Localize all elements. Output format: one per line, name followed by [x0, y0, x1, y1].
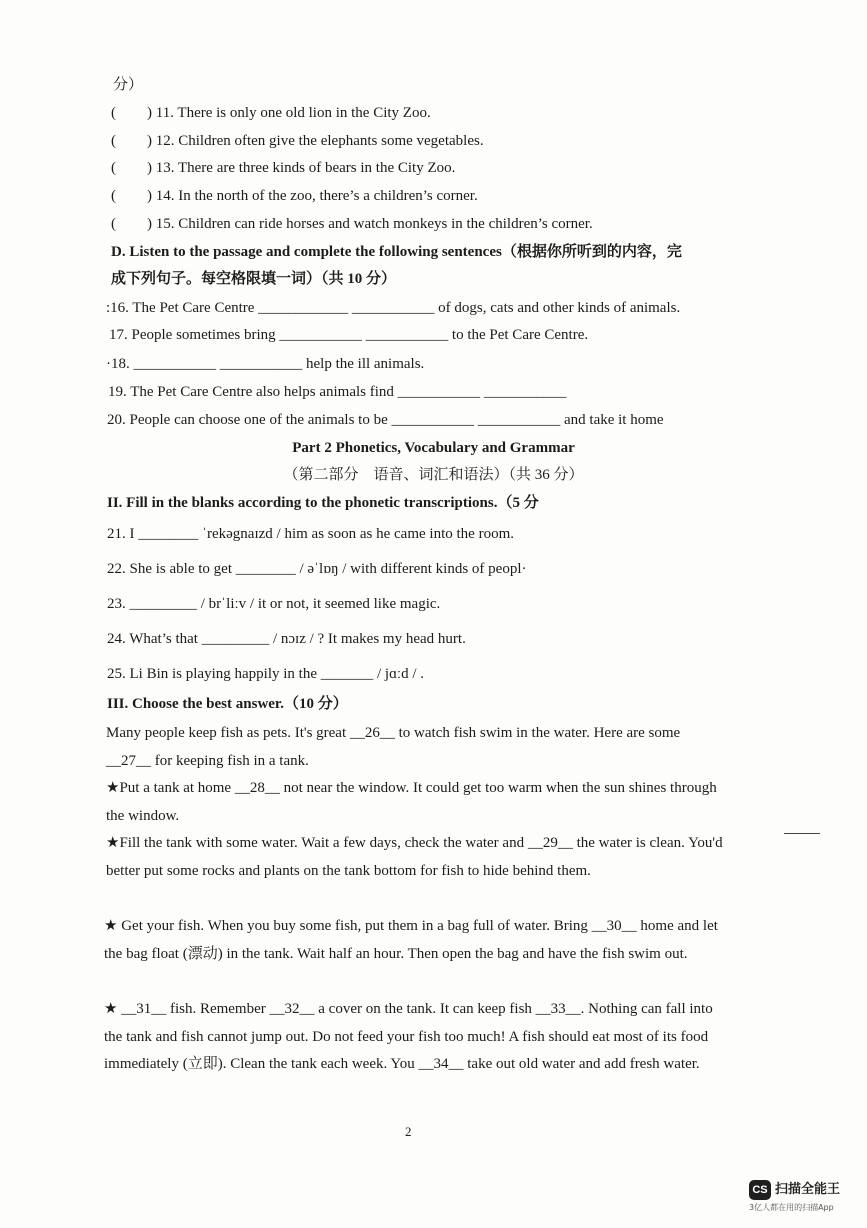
section-2-heading: II. Fill in the blanks according to the phonetic transcriptions.（5 分	[107, 495, 539, 511]
section-3-heading: III. Choose the best answer.（10 分）	[107, 696, 348, 712]
section-d-heading-line1: D. Listen to the passage and complete the following sentences（根据你所听到的内容，完	[111, 244, 682, 260]
section-d-heading-line2: 成下列句子。每空格限填一词）（共 10 分）	[111, 271, 397, 287]
question-16: :16. The Pet Care Centre ____________ ___________ of dogs, cats and other kinds of animals.	[106, 300, 681, 316]
answer-paren: (	[111, 105, 116, 121]
camscanner-watermark	[749, 1180, 859, 1220]
scan-mark	[784, 833, 820, 834]
answer-paren: (	[111, 160, 116, 176]
question-14	[111, 186, 478, 206]
question-text: ) 11. There is only one old lion in the City Zoo.	[147, 105, 431, 121]
question-21: 21. I ________ ˈrekəgnaɪzd / him as soon as he came into the room.	[107, 526, 514, 542]
question-19: 19. The Pet Care Centre also helps animals find ___________ ___________	[108, 384, 567, 400]
question-11	[111, 103, 431, 123]
question-text: ) 13. There are three kinds of bears in the City Zoo.	[147, 160, 456, 176]
answer-paren: (	[111, 133, 116, 149]
question-23: 23. _________ / brˈliːv / it or not, it seemed like magic.	[107, 596, 441, 612]
watermark-name: 扫描全能王	[775, 1182, 841, 1197]
question-text: ) 14. In the north of the zoo, there’s a children’s corner.	[147, 188, 478, 204]
question-25: 25. Li Bin is playing happily in the _______ / jɑːd / .	[107, 666, 424, 682]
question-13	[111, 158, 455, 178]
answer-paren: (	[111, 188, 116, 204]
question-17: 17. People sometimes bring ___________ ___________ to the Pet Care Centre.	[109, 327, 589, 343]
question-18: ·18. ___________ ___________ help the ill animals.	[106, 356, 425, 372]
page-number: 2	[405, 1124, 412, 1139]
passage-paragraph-4: ★ Get your fish. When you buy some fish, put them in a bag full of water. Bring __30__ home and let the bag float (漂动) in the tank. Wait half an hour. Then open the bag and have the fish swim out.	[104, 918, 718, 962]
passage-paragraph-2: ★Put a tank at home __28__ not near the window. It could get too warm when the sun shines through the window.	[106, 780, 717, 824]
question-24: 24. What’s that _________ / nɔɪz / ? It makes my head hurt.	[107, 631, 466, 647]
question-12	[111, 131, 484, 151]
question-15	[111, 214, 593, 234]
answer-paren: (	[111, 216, 116, 232]
passage-paragraph-1: Many people keep fish as pets. It's great __26__ to watch fish swim in the water. Here are some __27__ for keeping fish in a tank.	[106, 725, 681, 769]
watermark-tagline: 3亿人都在用的扫描App	[749, 1203, 834, 1212]
question-text: ) 12. Children often give the elephants some vegetables.	[147, 133, 484, 149]
passage-paragraph-3: ★Fill the tank with some water. Wait a few days, check the water and __29__ the water is clean. You'd better put some rocks and plants on the tank bottom for fish to hide behind them.	[106, 835, 723, 879]
part2-title: Part 2 Phonetics, Vocabulary and Grammar	[292, 440, 575, 456]
passage-paragraph-5: ★ __31__ fish. Remember __32__ a cover on the tank. It can keep fish __33__. Nothing can fall into the tank and fish cannot jump out. Do not feed your fish too much! A fish should eat most of its food immediately (立即). Clean the tank each week. You __34__ take out old water and add fresh water.	[104, 1001, 713, 1072]
part2-subtitle: （第二部分 语音、词汇和语法）（共 36 分）	[283, 467, 584, 483]
camscanner-logo-icon: CS	[749, 1180, 771, 1200]
question-20: 20. People can choose one of the animals to be ___________ ___________ and take it home	[107, 412, 664, 428]
question-text: ) 15. Children can ride horses and watch monkeys in the children’s corner.	[147, 216, 593, 232]
fragment-text: 分）	[113, 77, 144, 93]
question-22: 22. She is able to get ________ / əˈlɒŋ / with different kinds of peopl·	[107, 561, 527, 577]
